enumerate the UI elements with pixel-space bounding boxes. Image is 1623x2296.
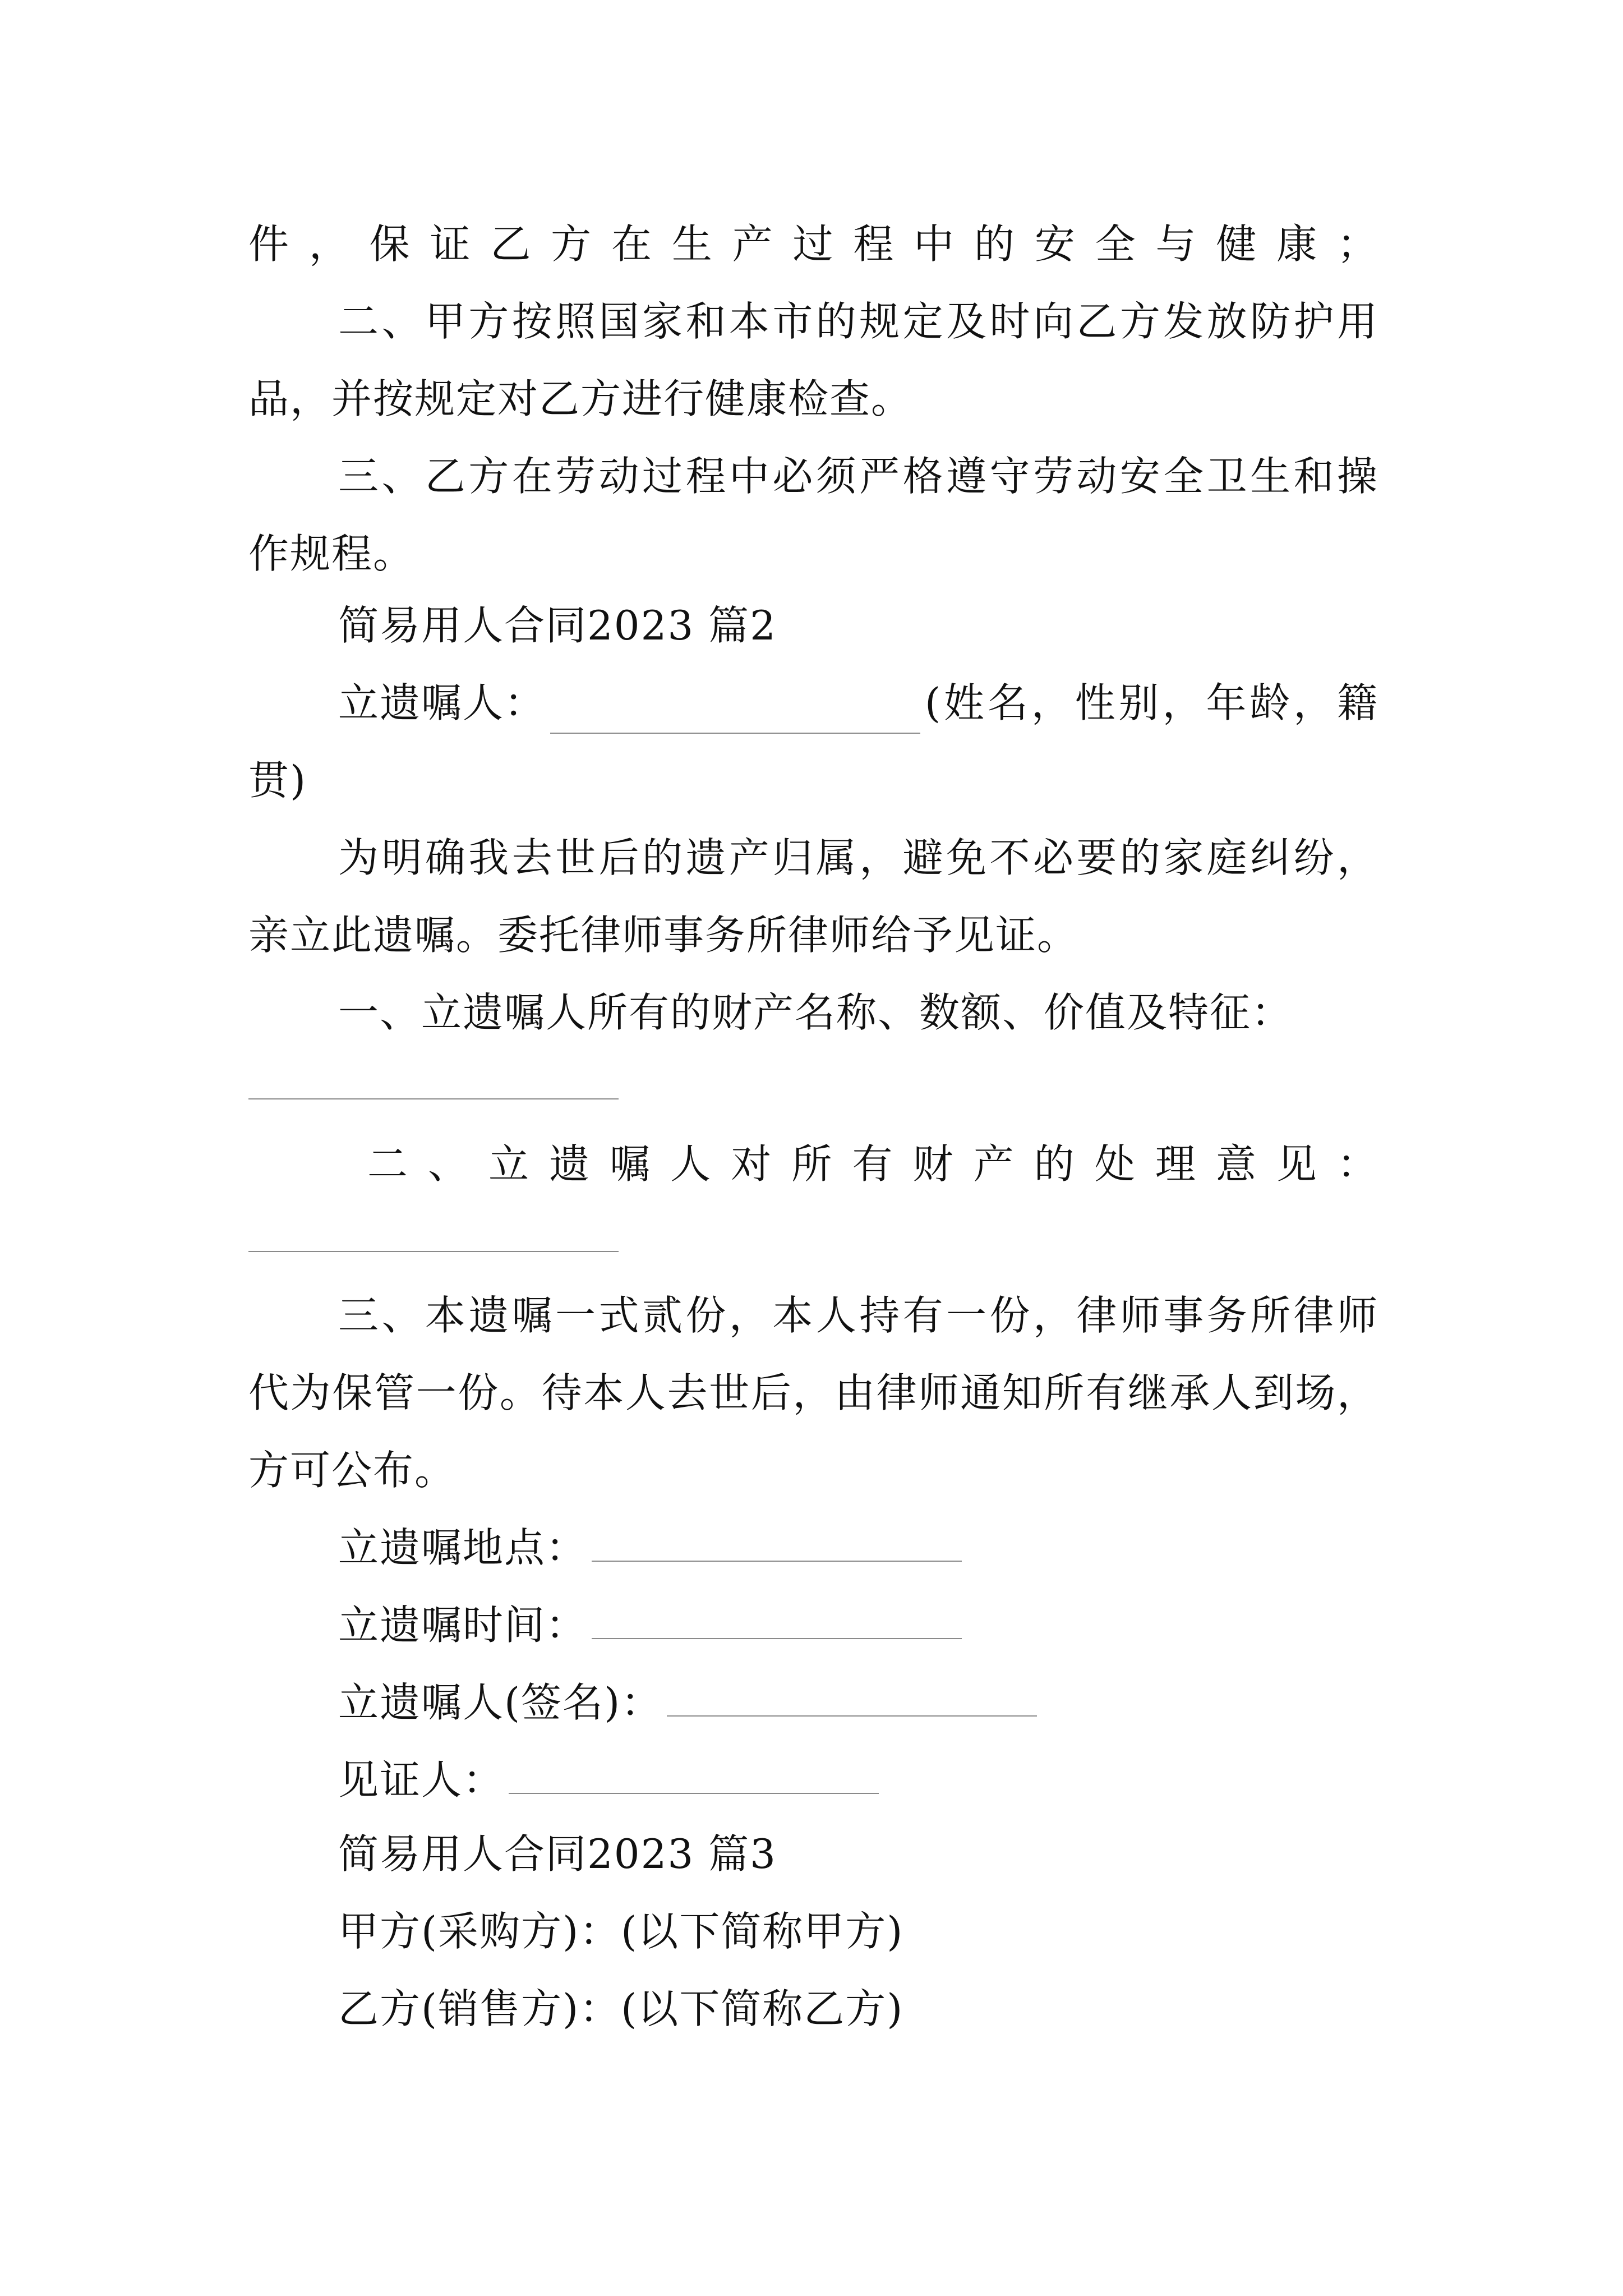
section-heading: 简易用人合同2023 篇2	[338, 602, 777, 649]
paragraph-line: 作规程。	[248, 530, 415, 577]
signing-place-blank	[592, 1518, 962, 1562]
paragraph-line: 乙方(销售方)：(以下简称乙方)	[338, 1985, 904, 2032]
paragraph-line: 方可公布。	[248, 1447, 457, 1494]
signing-place-label: 立遗嘱地点：	[338, 1524, 588, 1571]
testator-label: 立遗嘱人：	[338, 679, 546, 726]
witness-line	[338, 1749, 1378, 1811]
paragraph-line: 为明确我去世后的遗产归属，避免不必要的家庭纠纷，	[338, 834, 1378, 881]
signing-time-line	[338, 1594, 1378, 1656]
testator-line	[338, 672, 1378, 734]
signature-line	[338, 1672, 1378, 1733]
paragraph-line: 代为保管一份。待本人去世后，由律师通知所有继承人到场，	[248, 1369, 1378, 1416]
paragraph-line: 三、乙方在劳动过程中必须严格遵守劳动安全卫生和操	[338, 453, 1378, 500]
section-heading: 简易用人合同2023 篇3	[338, 1830, 777, 1878]
paragraph-line: 亲立此遗嘱。委托律师事务所律师给予见证。	[248, 912, 1079, 959]
signature-label: 立遗嘱人(签名)：	[338, 1679, 663, 1726]
witness-blank	[509, 1750, 879, 1794]
paragraph-line: 贯)	[248, 757, 307, 804]
paragraph-line: 三、本遗嘱一式贰份，本人持有一份，律师事务所律师	[338, 1292, 1378, 1339]
paragraph-line: 甲方(采购方)：(以下简称甲方)	[338, 1908, 904, 1955]
paragraph-line: 一、立遗嘱人所有的财产名称、数额、价值及特征：	[338, 989, 1293, 1036]
paragraph-line: 二、甲方按照国家和本市的规定及时向乙方发放防护用	[338, 298, 1378, 345]
signature-blank	[667, 1673, 1037, 1717]
paragraph-line: 件，保证乙方在生产过程中的安全与健康；	[248, 220, 1378, 268]
testator-hint: (姓名，性别，年龄，籍	[925, 679, 1378, 726]
testator-blank	[550, 690, 920, 734]
signing-time-blank	[592, 1595, 962, 1639]
paragraph-line: 品，并按规定对乙方进行健康检查。	[248, 375, 913, 422]
paragraph-line: 二、立遗嘱人对所有财产的处理意见：	[367, 1140, 1378, 1188]
fill-in-rule	[248, 1251, 619, 1252]
witness-label: 见证人：	[338, 1756, 505, 1803]
signing-place-line	[338, 1517, 1378, 1579]
fill-in-rule	[248, 1098, 619, 1099]
signing-time-label: 立遗嘱时间：	[338, 1602, 588, 1649]
